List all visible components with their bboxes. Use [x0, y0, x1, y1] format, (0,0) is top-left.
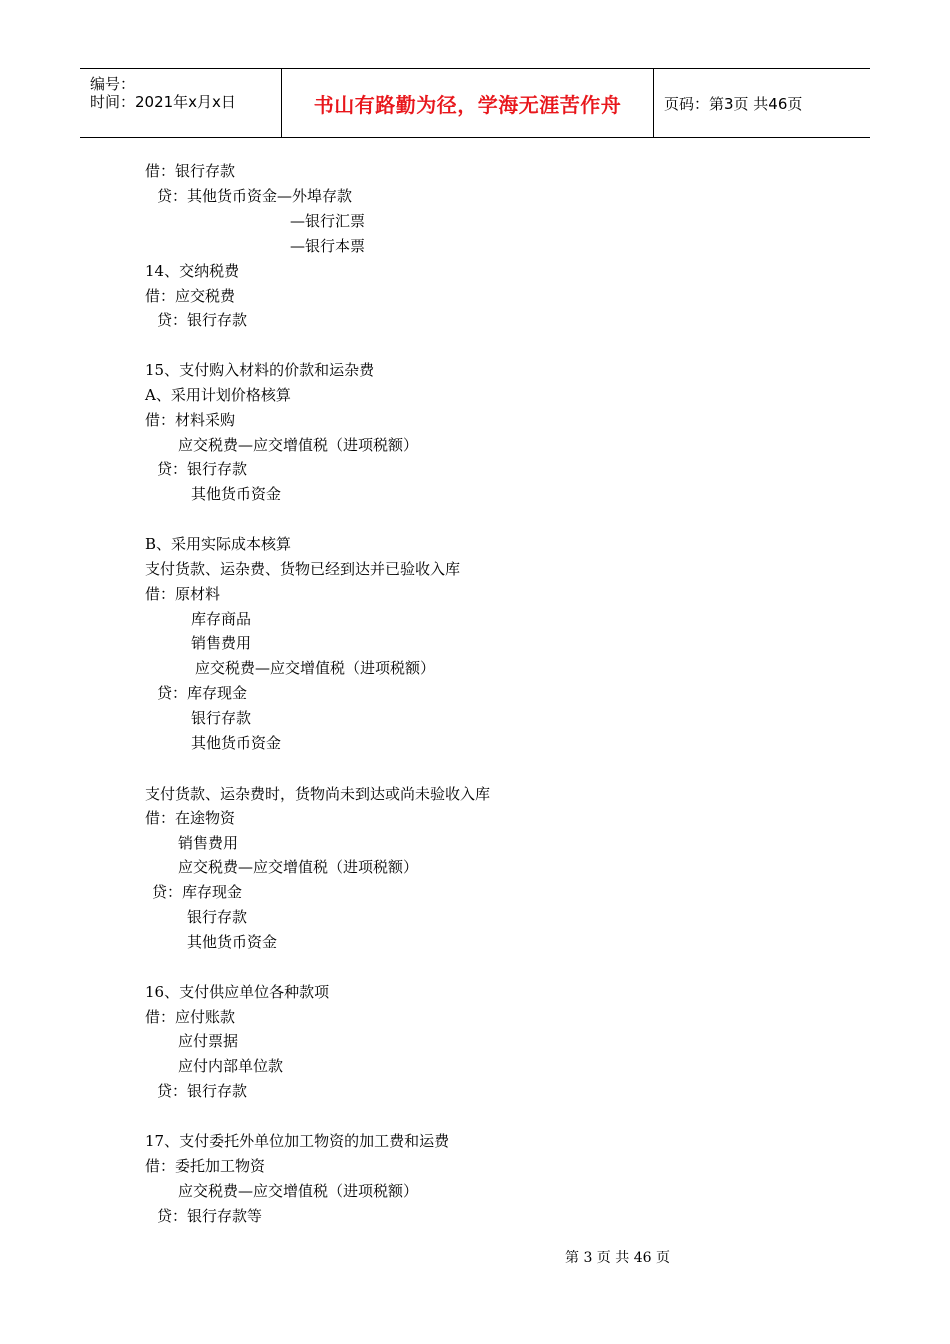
header-page-info: 页码：第3页 共46页 — [664, 94, 803, 113]
text-line: 借：原材料 — [145, 585, 221, 603]
text-line: 应交税费—应交增值税（进项税额） — [178, 436, 419, 454]
text-line: 应付票据 — [178, 1032, 239, 1050]
text-line: 其他货币资金 — [191, 485, 282, 503]
text-line: 应交税费—应交增值税（进项税额） — [178, 858, 419, 876]
header-left-cell — [80, 69, 282, 137]
text-line: 支付货款、运杂费时，货物尚未到达或尚未验收入库 — [145, 785, 491, 803]
text-line: 借：委托加工物资 — [145, 1157, 266, 1175]
section-heading: 16、支付供应单位各种款项 — [145, 983, 330, 1001]
text-line: 其他货币资金 — [191, 734, 282, 752]
section-heading: 17、支付委托外单位加工物资的加工费和运费 — [145, 1132, 450, 1150]
document-number: 编号： — [90, 75, 136, 93]
text-line: 应付内部单位款 — [178, 1057, 284, 1075]
page-footer: 第 3 页 共 46 页 — [565, 1250, 670, 1266]
text-line: 借：应交税费 — [145, 287, 236, 305]
text-line: 应交税费—应交增值税（进项税额） — [178, 1182, 419, 1200]
text-line: 借：在途物资 — [145, 809, 236, 827]
text-line: 其他货币资金 — [187, 933, 278, 951]
text-line: 银行存款 — [187, 908, 248, 926]
text-line: 14、交纳税费 — [145, 262, 240, 280]
text-line: 库存商品 — [191, 610, 252, 628]
text-line: 贷：银行存款 — [157, 460, 248, 478]
text-line: 贷：银行存款等 — [157, 1207, 263, 1225]
text-line: B、采用实际成本核算 — [145, 535, 292, 553]
text-line: 应交税费—应交增值税（进项税额） — [195, 659, 436, 677]
text-line: A、采用计划价格核算 — [145, 386, 291, 404]
document-date: 时间：2021年x月x日 — [90, 93, 236, 111]
text-line: 借：材料采购 — [145, 411, 236, 429]
text-line: 借：银行存款 — [145, 162, 236, 180]
text-line: 支付货款、运杂费、货物已经到达并已验收入库 — [145, 560, 461, 578]
text-line: —银行本票 — [290, 237, 366, 255]
text-line: 销售费用 — [191, 634, 252, 652]
text-line: 银行存款 — [191, 709, 252, 727]
text-line: 借：应付账款 — [145, 1008, 236, 1026]
text-line: 贷：其他货币资金—外埠存款 — [157, 187, 353, 205]
text-line: 贷：银行存款 — [157, 1082, 248, 1100]
header-motto: 书山有路勤为径，学海无涯苦作舟 — [313, 92, 622, 117]
header-motto-cell — [282, 69, 654, 137]
text-line: 销售费用 — [178, 834, 239, 852]
text-line: 贷：银行存款 — [157, 311, 248, 329]
text-line: —银行汇票 — [290, 212, 366, 230]
page-header — [80, 68, 870, 138]
text-line: 贷：库存现金 — [152, 883, 243, 901]
header-right-cell — [654, 69, 870, 137]
section-heading: 15、支付购入材料的价款和运杂费 — [145, 361, 375, 379]
text-line: 贷：库存现金 — [157, 684, 248, 702]
